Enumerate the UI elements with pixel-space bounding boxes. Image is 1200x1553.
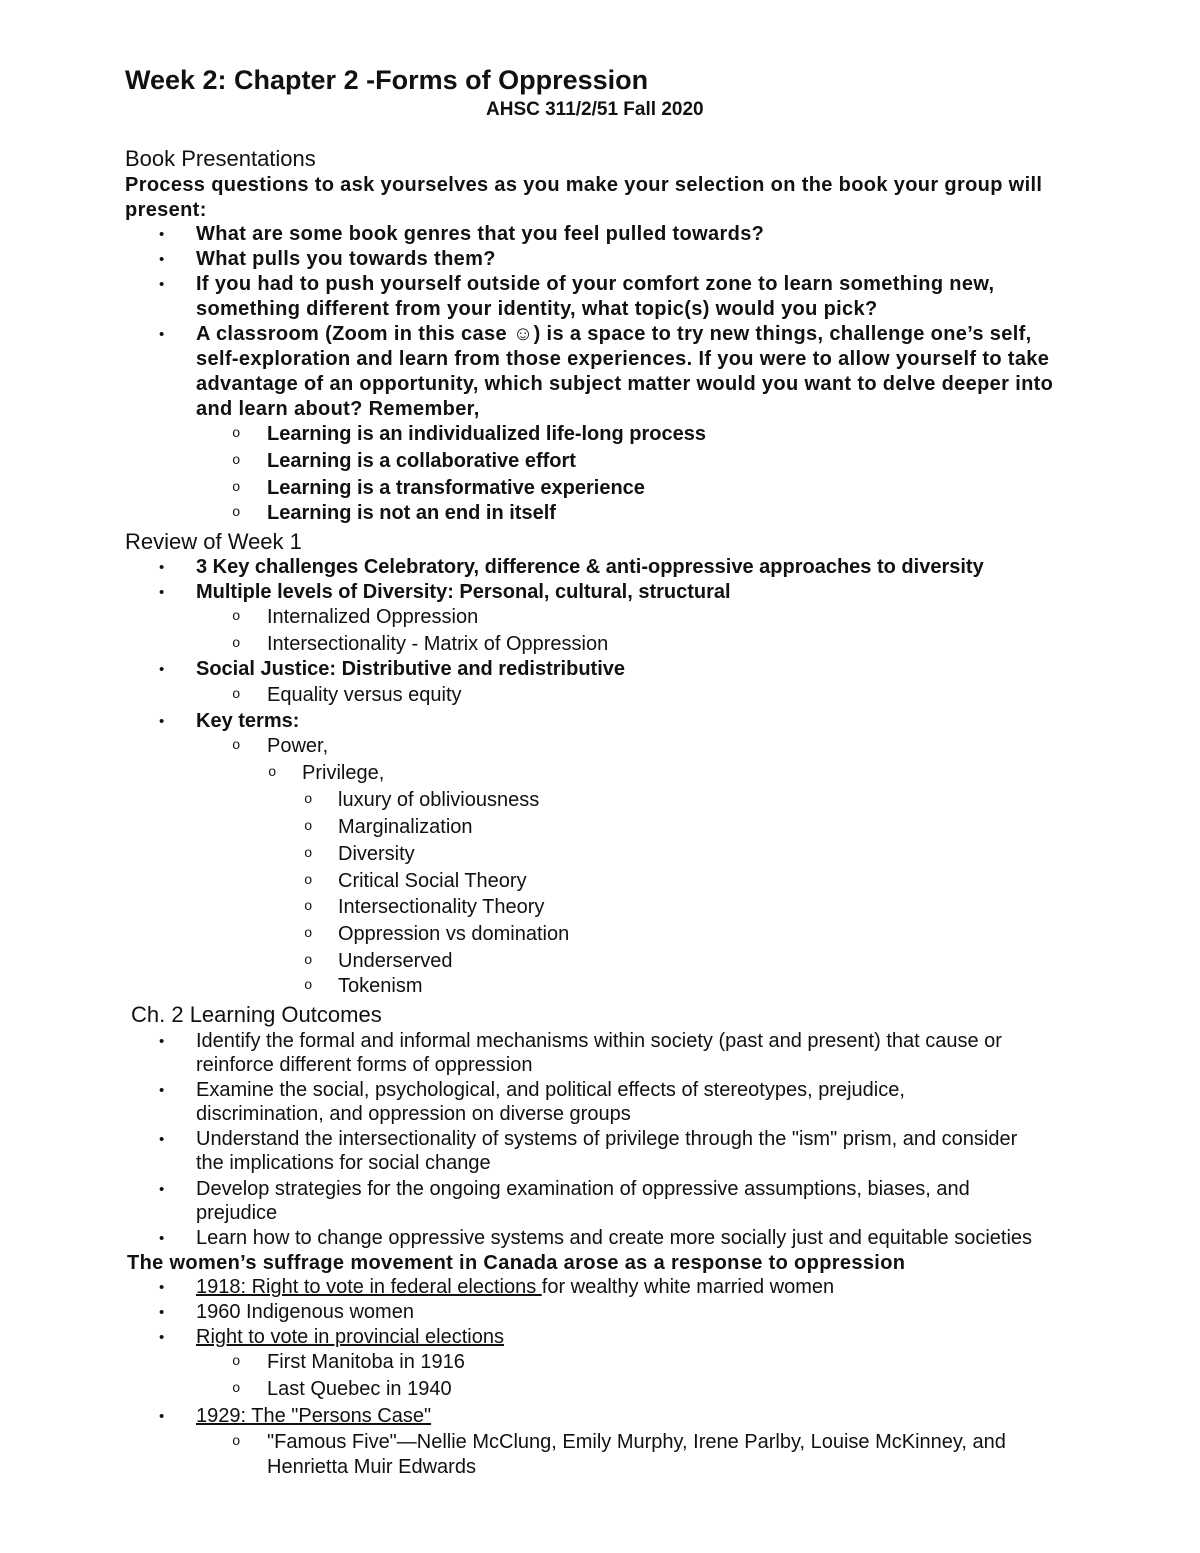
bullet: • [159, 713, 165, 730]
outcome-item: Develop strategies for the ongoing examination of oppressive assumptions, biases, and [196, 1178, 970, 1200]
key-term: Privilege, [302, 762, 385, 784]
suffrage-sub-item: First Manitoba in 1916 [267, 1351, 465, 1373]
review-item: Key terms: [196, 710, 300, 732]
bullet: • [159, 1408, 165, 1425]
bullet: • [159, 661, 165, 678]
section-heading-review: Review of Week 1 [125, 529, 302, 554]
key-term: Intersectionality Theory [338, 896, 545, 918]
section-heading-book-presentations: Book Presentations [125, 146, 316, 171]
sub-bullet: o [232, 505, 241, 521]
bullet: • [159, 1304, 165, 1321]
suffrage-sub-item-continued: Henrietta Muir Edwards [267, 1456, 476, 1478]
suffrage-sub-item: Last Quebec in 1940 [267, 1378, 452, 1400]
learning-item: Learning is a collaborative effort [267, 450, 576, 472]
bullet: • [159, 251, 165, 268]
outcome-item-continued: prejudice [196, 1202, 278, 1224]
bullet: • [159, 1131, 165, 1148]
key-term: luxury of obliviousness [338, 789, 540, 811]
question-item: What pulls you towards them? [196, 248, 496, 270]
outcome-item: Examine the social, psychological, and political effects of stereotypes, prejudice, [196, 1079, 905, 1101]
review-sub-item: Intersectionality - Matrix of Oppression [267, 633, 609, 655]
sub-bullet: o [232, 636, 241, 652]
bullet: • [159, 584, 165, 601]
sub-bullet: o [232, 738, 241, 754]
suffrage-item: 1960 Indigenous women [196, 1301, 414, 1323]
question-item: If you had to push yourself outside of your comfort zone to learn something new, [196, 273, 995, 295]
outcome-item-continued: discrimination, and oppression on diverse groups [196, 1103, 631, 1125]
persons-case-link[interactable]: 1929: The "Persons Case" [196, 1405, 432, 1427]
key-term: Oppression vs domination [338, 923, 570, 945]
bullet: • [159, 1181, 165, 1198]
question-item-continued: and learn about? Remember, [196, 398, 480, 420]
sub-bullet: o [304, 792, 313, 808]
provincial-vote-link[interactable]: Right to vote in provincial elections [196, 1326, 504, 1348]
review-sub-item: Internalized Oppression [267, 606, 479, 628]
federal-vote-link[interactable]: 1918: Right to vote in federal elections [196, 1276, 542, 1298]
sub-bullet: o [268, 765, 277, 781]
bullet: • [159, 1082, 165, 1099]
sub-bullet: o [304, 899, 313, 915]
page-title: Week 2: Chapter 2 -Forms of Oppression [125, 65, 649, 95]
key-term: Diversity [338, 843, 415, 865]
question-item-continued: something different from your identity, what topic(s) would you pick? [196, 298, 878, 320]
sub-bullet: o [232, 687, 241, 703]
review-item: Multiple levels of Diversity: Personal, cultural, structural [196, 581, 731, 603]
sub-bullet: o [232, 609, 241, 625]
bullet: • [159, 559, 165, 576]
sub-bullet: o [304, 978, 313, 994]
bullet: • [159, 1230, 165, 1247]
key-term: Underserved [338, 950, 453, 972]
outcome-item: Identify the formal and informal mechanisms within society (past and present) that cause or [196, 1030, 1002, 1052]
bullet: • [159, 226, 165, 243]
sub-bullet: o [304, 953, 313, 969]
sub-bullet: o [304, 873, 313, 889]
suffrage-item [196, 1275, 834, 1300]
book-intro-line-2: present: [125, 199, 207, 221]
key-term: Tokenism [338, 975, 423, 997]
suffrage-sub-item: "Famous Five"—Nellie McClung, Emily Murphy, Irene Parlby, Louise McKinney, and [267, 1431, 1006, 1453]
review-item: 3 Key challenges Celebratory, difference & anti-oppressive approaches to diversity [196, 556, 984, 578]
sub-bullet: o [232, 1354, 241, 1370]
section-heading-outcomes: Ch. 2 Learning Outcomes [131, 1002, 382, 1027]
sub-bullet: o [232, 1434, 241, 1450]
book-intro-line-1: Process questions to ask yourselves as you make your selection on the book your group will [125, 174, 1043, 196]
learning-item: Learning is an individualized life-long process [267, 423, 706, 445]
question-item: A classroom (Zoom in this case ☺) is a space to try new things, challenge one’s self, [196, 323, 1032, 345]
bullet: • [159, 276, 165, 293]
key-term: Marginalization [338, 816, 473, 838]
sub-bullet: o [304, 846, 313, 862]
sub-bullet: o [232, 480, 241, 496]
learning-item: Learning is not an end in itself [267, 502, 556, 524]
learning-item: Learning is a transformative experience [267, 477, 645, 499]
bullet: • [159, 326, 165, 343]
sub-bullet: o [232, 426, 241, 442]
bullet: • [159, 1033, 165, 1050]
bullet: • [159, 1329, 165, 1346]
outcome-item: Learn how to change oppressive systems and create more socially just and equitable societies [196, 1227, 1033, 1249]
federal-vote-text: for wealthy white married women [541, 1276, 835, 1298]
key-term: Critical Social Theory [338, 870, 527, 892]
outcome-item: Understand the intersectionality of systems of privilege through the "ism" prism, and consider [196, 1128, 1018, 1150]
question-item-continued: self-exploration and learn from those experiences. If you were to allow yourself to take [196, 348, 1050, 370]
sub-bullet: o [304, 926, 313, 942]
outcome-item-continued: the implications for social change [196, 1152, 491, 1174]
sub-bullet: o [232, 1381, 241, 1397]
course-code: AHSC 311/2/51 Fall 2020 [486, 99, 704, 120]
bullet: • [159, 1279, 165, 1296]
review-sub-item: Equality versus equity [267, 684, 462, 706]
question-item: What are some book genres that you feel pulled towards? [196, 223, 765, 245]
question-item-continued: advantage of an opportunity, which subject matter would you want to delve deeper into [196, 373, 1054, 395]
section-heading-suffrage: The women’s suffrage movement in Canada arose as a response to oppression [127, 1252, 906, 1274]
review-item: Social Justice: Distributive and redistributive [196, 658, 626, 680]
key-term: Power, [267, 735, 329, 757]
sub-bullet: o [232, 453, 241, 469]
outcome-item-continued: reinforce different forms of oppression [196, 1054, 533, 1076]
sub-bullet: o [304, 819, 313, 835]
